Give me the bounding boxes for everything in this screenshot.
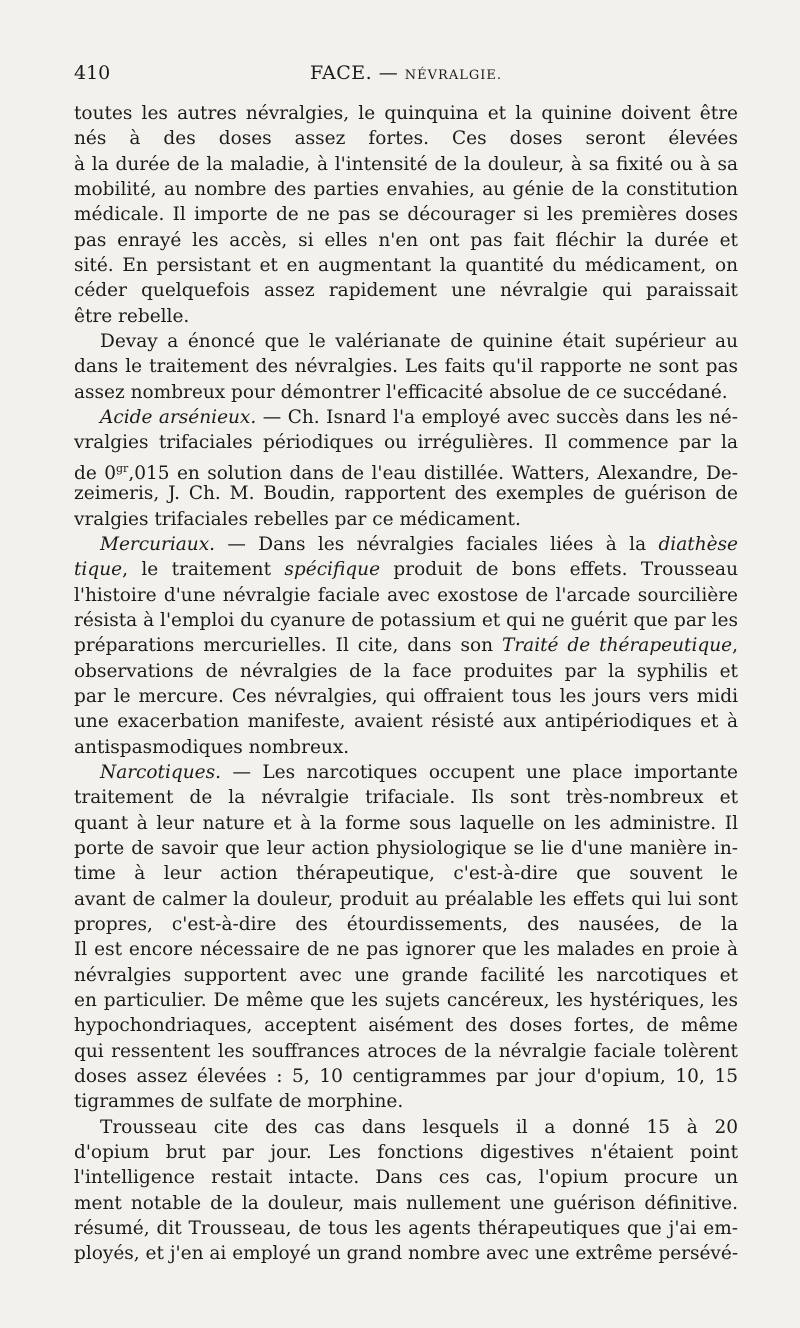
text-line: névralgies supportent avec une grande facilité les narcotiques et	[74, 964, 738, 986]
text-line: mobilité, au nombre des parties envahies, au génie de la constitution	[74, 179, 738, 201]
text-line: dans le traitement des névralgies. Les faits qu'il rapporte ne sont pas	[74, 356, 738, 378]
text-line: observations de névralgies de la face produites par la syphilis et	[74, 660, 738, 682]
text-line: une exacerbation manifeste, avaient résisté aux antipériodiques et à	[74, 711, 738, 733]
running-head-title: FACE.	[309, 62, 373, 84]
text-line: résista à l'emploi du cyanure de potassium et qui ne guérit que par les	[74, 609, 738, 631]
text-line: résumé, dit Trousseau, de tous les agents thérapeutiques que j'ai em-	[74, 1218, 738, 1240]
text-line: sité. En persistant et en augmentant la quantité du médicament, on	[74, 255, 738, 277]
text-line: hypochondriaques, acceptent aisément des doses fortes, de même	[74, 1015, 738, 1037]
text-line: ployés, et j'en ai employé un grand nombre avec une extrême persévé-	[74, 1243, 739, 1265]
text-line: time à leur action thérapeutique, c'est-à-dire que souvent le	[74, 863, 738, 885]
text-line: qui ressentent les souffrances atroces de la névralgie faciale tolèrent	[74, 1040, 738, 1062]
text-line: l'histoire d'une névralgie faciale avec exostose de l'arcade sourcilière	[74, 584, 738, 606]
text-line: antispasmodiques nombreux.	[74, 736, 350, 758]
text-line: zeimeris, J. Ch. M. Boudin, rapportent des exemples de guérison de	[74, 483, 738, 505]
running-head	[74, 62, 738, 84]
text-line: traitement de la névralgie trifaciale. Ils sont très-nombreux et	[74, 787, 738, 809]
text-line: médicale. Il importe de ne pas se décourager si les premières doses	[74, 204, 738, 226]
text-line: tigrammes de sulfate de morphine.	[74, 1091, 404, 1113]
text-line: quant à leur nature et à la forme sous laquelle on les administre. Il	[74, 812, 738, 834]
text-line: céder quelquefois assez rapidement une névralgie qui paraissait	[74, 280, 738, 302]
running-head-subtitle: NÉVRALGIE.	[404, 68, 502, 83]
text-line: vralgies trifaciales rebelles par ce médicament.	[74, 508, 521, 530]
text-line: être rebelle.	[74, 305, 190, 327]
text-line: Devay a énoncé que le valérianate de quinine était supérieur au	[100, 331, 738, 353]
text-line: doses assez élevées : 5, 10 centigrammes par jour d'opium, 10, 15	[74, 1066, 738, 1088]
body-text	[74, 101, 738, 1267]
text-line: assez nombreux pour démontrer l'efficacité absolue de ce succédané.	[74, 381, 728, 403]
text-line: d'opium brut par jour. Les fonctions digestives n'étaient point	[74, 1142, 738, 1164]
text-line: propres, c'est-à-dire des étourdissements, des nausées, de la	[74, 914, 738, 935]
text-line: pas enrayé les accès, si elles n'en ont pas fait fléchir la durée et	[74, 229, 738, 251]
text-line: Narcotiques. — Les narcotiques occupent une place importante	[100, 761, 738, 783]
text-line: nés à des doses assez fortes. Ces doses seront élevées	[74, 128, 738, 150]
text-line: porte de savoir que leur action physiologique se lie d'une manière in-	[74, 837, 738, 859]
text-line: tique, le traitement spécifique produit de bons effets. Trousseau	[74, 559, 738, 581]
text-line: toutes les autres névralgies, le quinquina et la quinine doivent être	[74, 103, 738, 124]
page-header	[74, 62, 738, 88]
text-line: de $0^{gr},015$ en solution dans de l'eau distillée. Watters, Alexandre, De-	[74, 461, 738, 482]
page-number: 410	[74, 62, 111, 84]
text-line: en particulier. De même que les sujets cancéreux, les hystériques, les	[74, 990, 738, 1012]
text-line: vralgies trifaciales périodiques ou irrégulières. Il commence par la	[74, 432, 738, 454]
text-line: à la durée de la maladie, à l'intensité de la douleur, à sa fixité ou à sa	[74, 153, 738, 175]
text-line: préparations mercurielles. Il cite, dans son Traité de thérapeutique,	[74, 635, 738, 657]
text-line: ment notable de la douleur, mais nullement une guérison définitive.	[74, 1192, 738, 1214]
text-line: Acide arsénieux. — Ch. Isnard l'a employé avec succès dans les né-	[100, 407, 738, 429]
text-line: Mercuriaux. — Dans les névralgies faciales liées à la diathèse	[100, 533, 738, 555]
text-line: Il est encore nécessaire de ne pas ignorer que les malades en proie à	[74, 939, 738, 961]
text-line: par le mercure. Ces névralgies, qui offraient tous les jours vers midi	[74, 685, 738, 707]
text-line: l'intelligence restait intacte. Dans ces cas, l'opium procure un	[74, 1167, 738, 1189]
running-head-separator: —	[378, 62, 399, 84]
text-line: avant de calmer la douleur, produit au préalable les effets qui lui sont	[74, 888, 738, 910]
text-line: Trousseau cite des cas dans lesquels il a donné 15 à 20	[100, 1116, 738, 1138]
